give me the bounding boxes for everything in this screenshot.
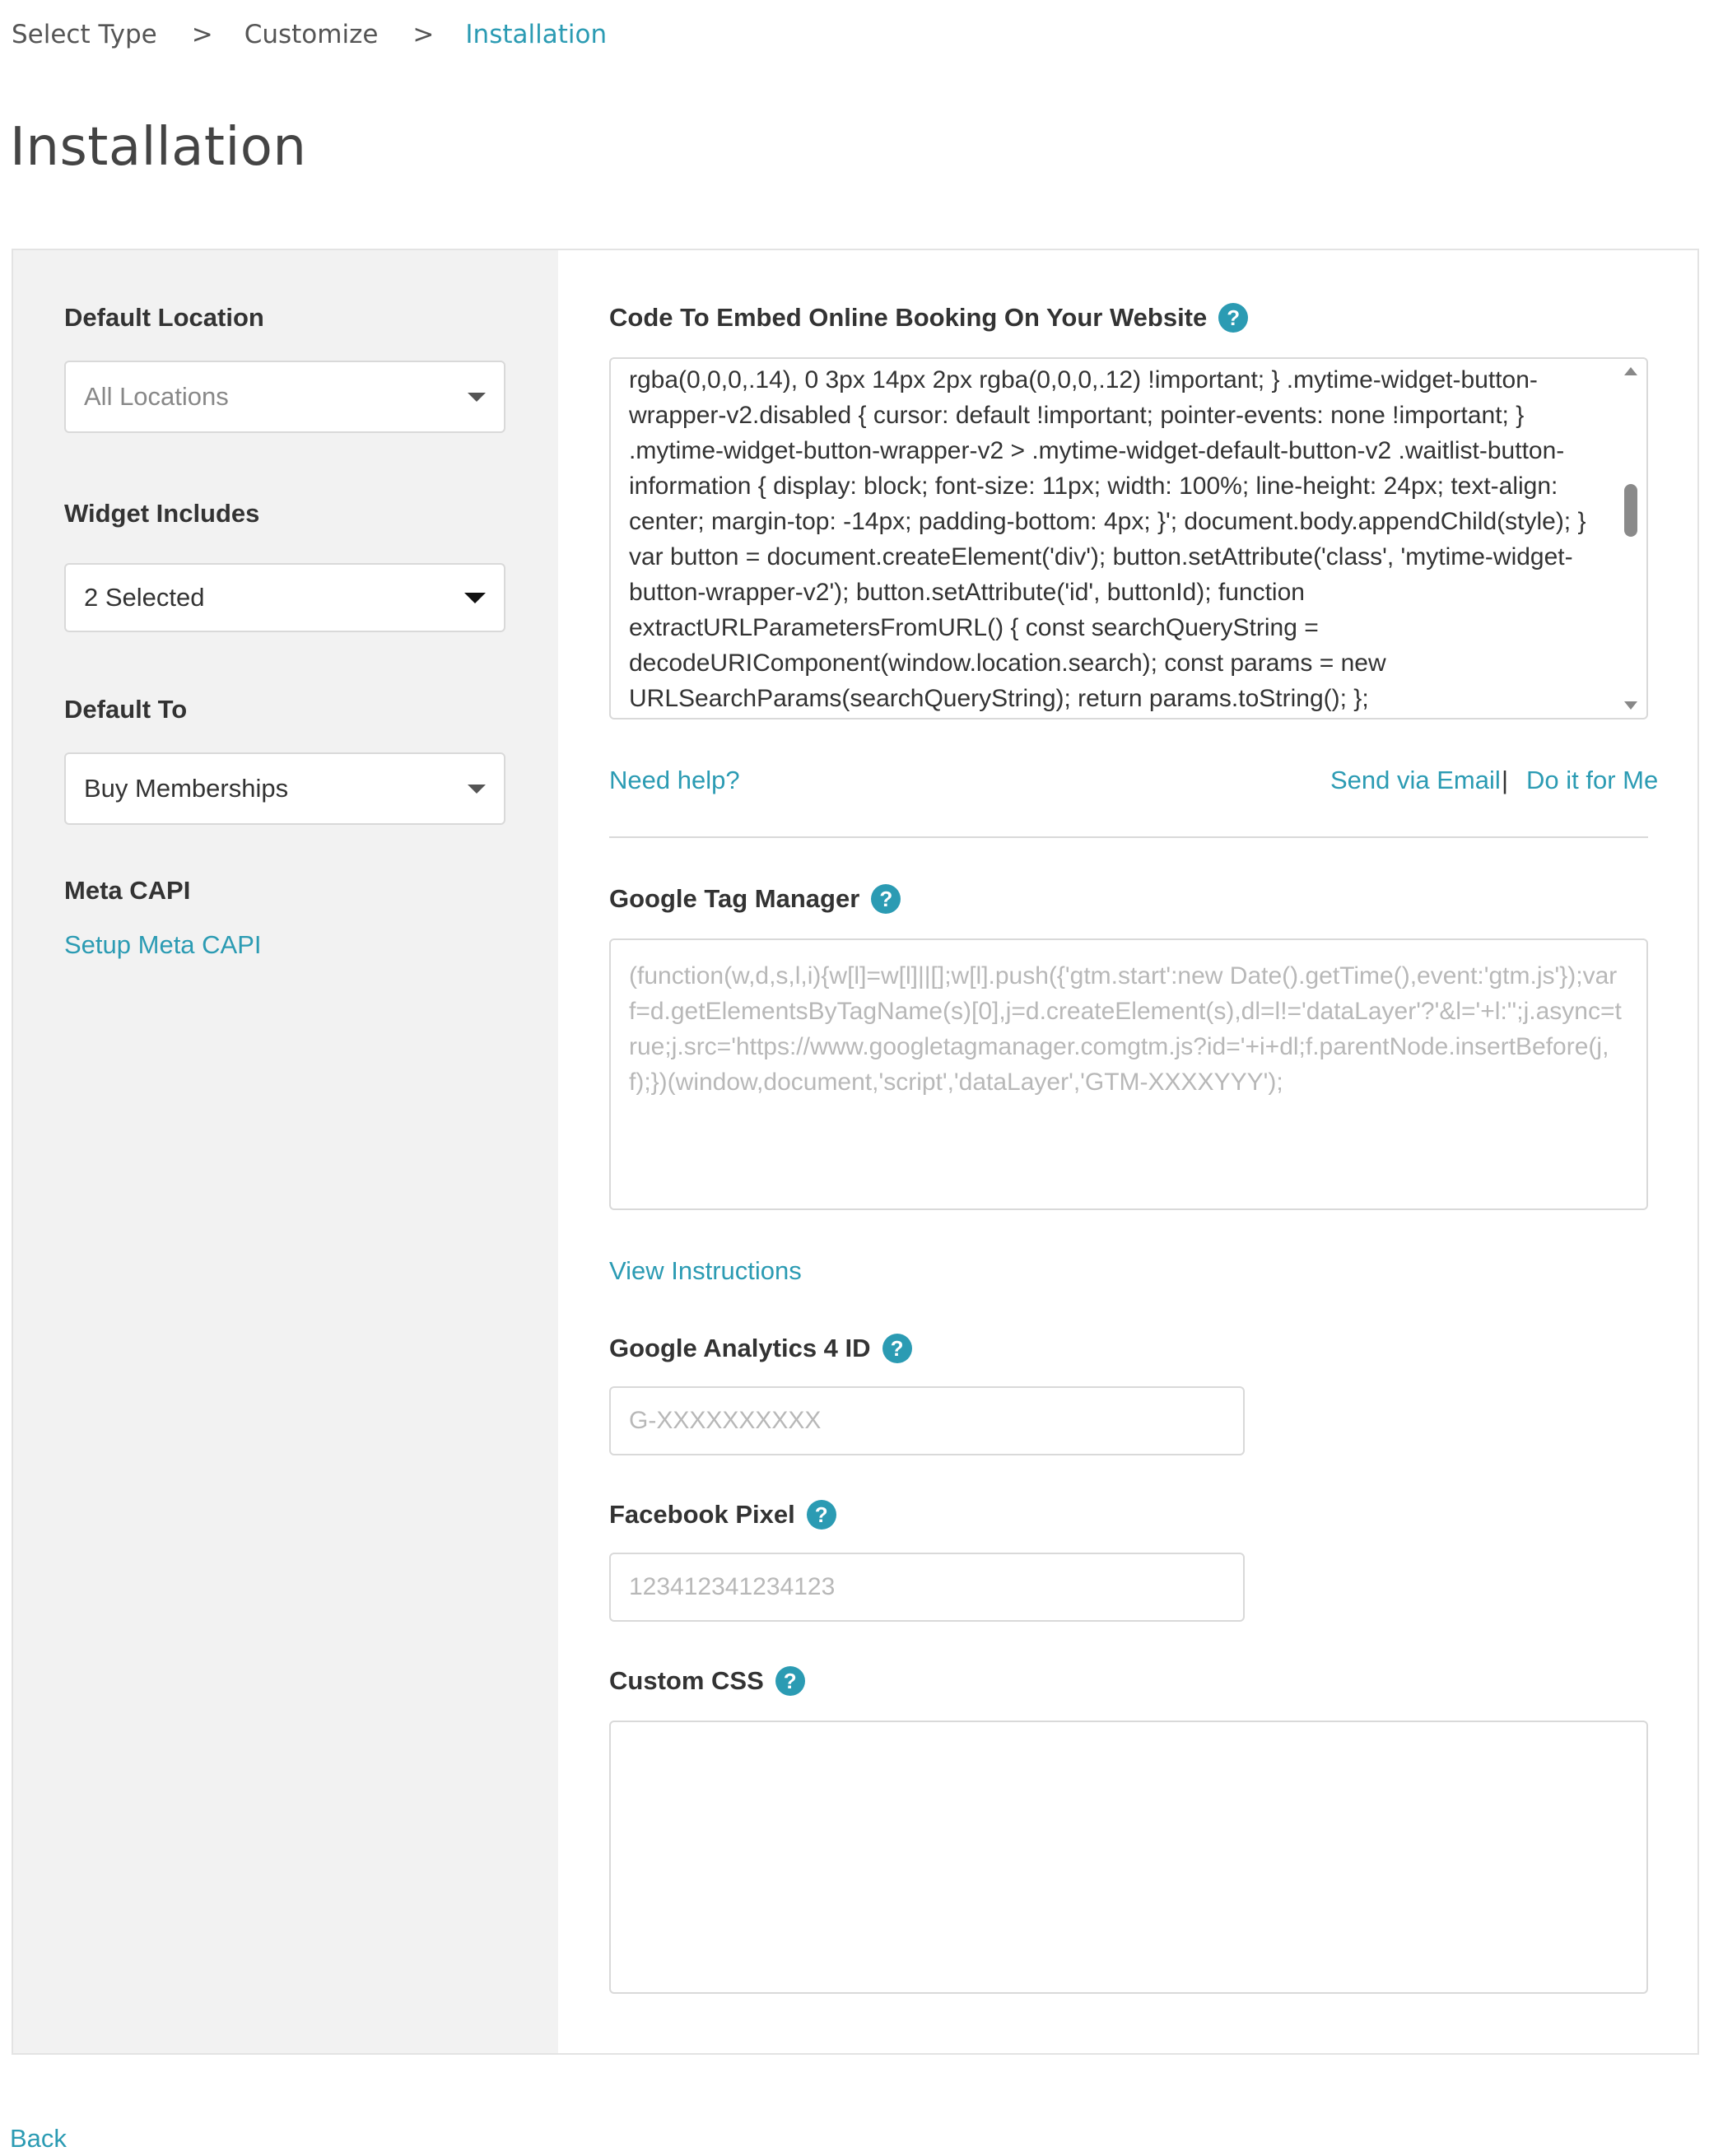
facebook-pixel-placeholder: 123412341234123: [629, 1573, 836, 1600]
widget-includes-select[interactable]: [64, 563, 505, 632]
breadcrumb: [12, 16, 607, 53]
scroll-thumb[interactable]: [1624, 484, 1637, 537]
breadcrumb-separator: >: [191, 20, 213, 49]
embed-code-label-text: Code To Embed Online Booking On Your Website: [609, 303, 1208, 332]
breadcrumb-select-type[interactable]: Select Type: [12, 20, 157, 49]
installation-content: [558, 250, 1697, 2053]
help-icon[interactable]: ?: [871, 884, 901, 914]
ga4-label-text: Google Analytics 4 ID: [609, 1334, 871, 1362]
setup-meta-capi-link[interactable]: Setup Meta CAPI: [64, 930, 262, 959]
embed-code-textarea[interactable]: [609, 357, 1648, 719]
help-icon[interactable]: ?: [807, 1500, 836, 1530]
default-location-value: All Locations: [84, 382, 229, 411]
embed-code-label: [609, 303, 1248, 333]
scroll-up-arrow-icon[interactable]: [1624, 367, 1637, 375]
custom-css-label-text: Custom CSS: [609, 1666, 764, 1695]
default-to-select[interactable]: [64, 752, 505, 825]
scroll-down-arrow-icon[interactable]: [1624, 701, 1637, 710]
page-title: Installation: [10, 117, 307, 178]
gtm-label-text: Google Tag Manager: [609, 884, 860, 913]
section-divider: [609, 836, 1648, 838]
chevron-down-icon: [468, 785, 486, 794]
send-via-email-link[interactable]: Send via Email: [1330, 766, 1501, 794]
help-icon[interactable]: ?: [882, 1334, 912, 1363]
embed-code-text: rgba(0,0,0,.14), 0 3px 14px 2px rgba(0,0,0,.12) !important; } .mytime-widget-button-wrapper-v2.disabled { cursor: default !important; pointer-events: none !important; } .mytime-widget-button-wrapper-v2 > .mytime-widget-default-button-v2 .waitlist-button-information { display: block; font-size: 11px; width: 100%; line-height: 24px; text-align: center; margin-top: -14px; padding-bottom: 4px; }'; document.body.appendChild(style); } var button = document.createElement('div'); button.setAttribute('class', 'mytime-widget-button-wrapper-v2'); button.setAttribute('id', buttonId); function extractURLParametersFromURL() { const searchQueryString = decodeURIComponent(window.location.search); const params = new URLSearchParams(searchQueryString); return params.toString(); };: [629, 366, 1586, 712]
embed-code-scrollbar[interactable]: [1618, 362, 1643, 715]
link-separator: |: [1502, 766, 1509, 794]
ga4-placeholder: G-XXXXXXXXXX: [629, 1407, 822, 1434]
facebook-pixel-input[interactable]: [609, 1553, 1245, 1622]
widget-includes-value: 2 Selected: [84, 583, 205, 612]
default-location-select[interactable]: [64, 361, 505, 433]
gtm-placeholder: (function(w,d,s,l,i){w[l]=w[l]||[];w[l].push({'gtm.start':new Date().getTime(),event:'gtm.js'});var f=d.getElementsByTagName(s)[0],j=d.createElement(s),dl=l!='dataLayer'?'&l='+l:'';j.async=true;j.src='https://www.googletagmanager.comgtm.js?id='+i+dl;f.parentNode.insertBefore(j,f);})(window,document,'script','dataLayer','GTM-XXXXYYY');: [629, 962, 1622, 1096]
help-icon[interactable]: ?: [1218, 303, 1248, 333]
back-link[interactable]: Back: [10, 2124, 67, 2153]
installation-panel: [12, 249, 1699, 2055]
chevron-down-icon: [464, 593, 486, 603]
breadcrumb-separator: >: [412, 20, 435, 49]
settings-sidebar: [13, 250, 558, 2053]
meta-capi-label: Meta CAPI: [64, 876, 191, 905]
gtm-textarea[interactable]: [609, 938, 1648, 1210]
default-to-value: Buy Memberships: [84, 774, 289, 803]
default-location-label: Default Location: [64, 303, 264, 332]
facebook-pixel-label-text: Facebook Pixel: [609, 1500, 795, 1529]
widget-includes-label: Widget Includes: [64, 499, 260, 528]
chevron-down-icon: [468, 393, 486, 402]
facebook-pixel-label: [609, 1500, 836, 1530]
default-to-label: Default To: [64, 695, 188, 724]
ga4-id-input[interactable]: [609, 1386, 1245, 1455]
breadcrumb-customize[interactable]: Customize: [244, 20, 379, 49]
do-it-for-me-link[interactable]: Do it for Me: [1526, 766, 1659, 794]
ga4-label: [609, 1334, 912, 1363]
custom-css-label: [609, 1666, 805, 1696]
gtm-label: [609, 884, 901, 914]
help-icon[interactable]: ?: [775, 1666, 805, 1696]
breadcrumb-installation: Installation: [465, 20, 608, 49]
view-instructions-link[interactable]: View Instructions: [609, 1256, 802, 1285]
custom-css-textarea[interactable]: [609, 1721, 1648, 1994]
need-help-link[interactable]: Need help?: [609, 766, 740, 794]
